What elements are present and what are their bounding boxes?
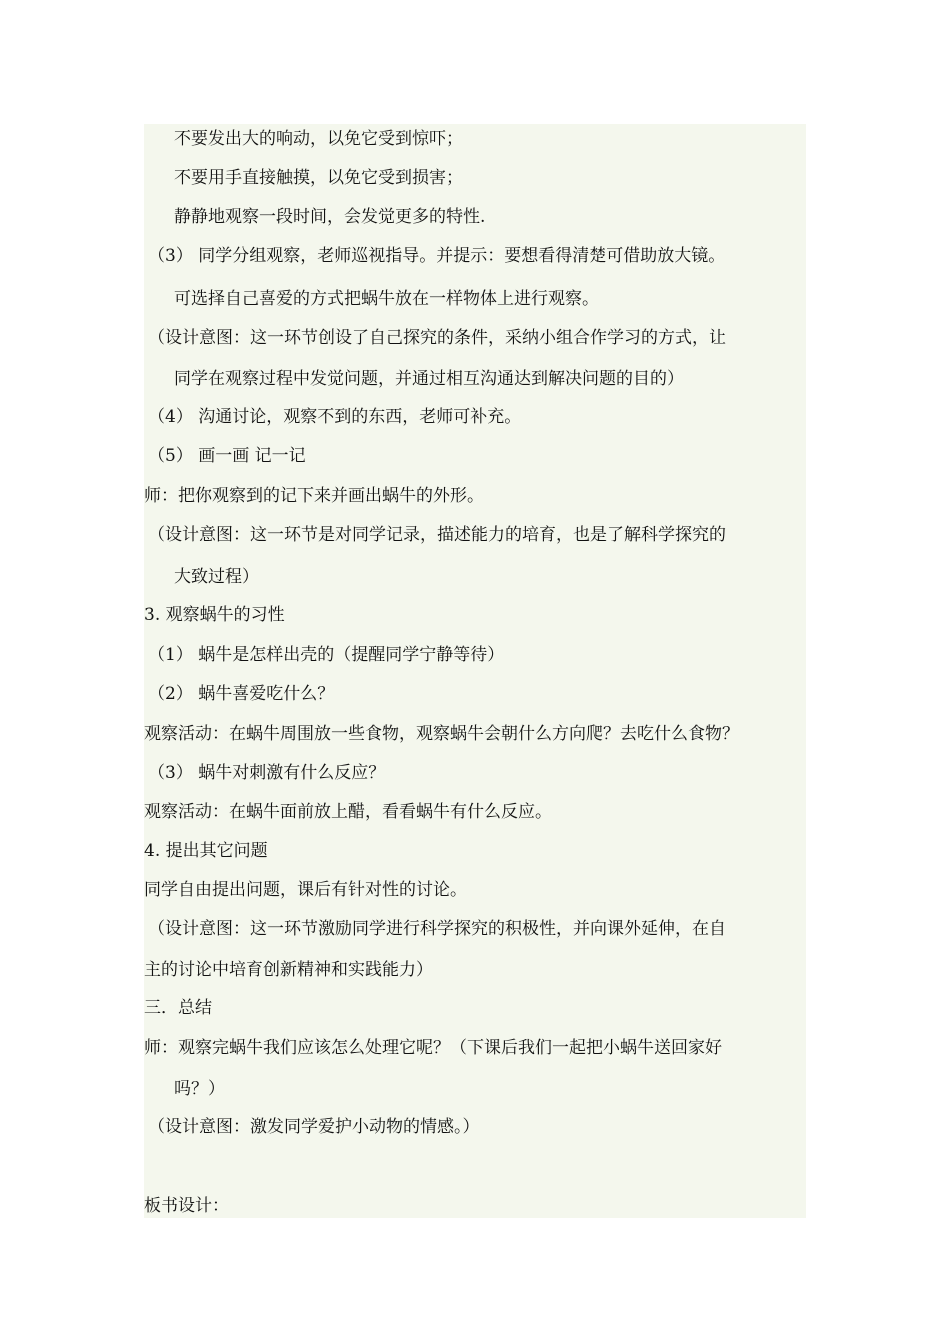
- text-line: 师：把你观察到的记下来并画出蜗牛的外形。: [144, 486, 484, 506]
- section-heading: 4. 提出其它问题: [144, 841, 268, 861]
- text-line: （设计意图：这一环节创设了自己探究的条件，采纳小组合作学习的方式，让: [148, 328, 726, 348]
- text-line: 不要用手直接触摸，以免它受到损害；: [174, 168, 463, 188]
- text-line: 主的讨论中培育创新精神和实践能力）: [144, 960, 433, 980]
- text-line: （设计意图：这一环节是对同学记录，描述能力的培育，也是了解科学探究的: [148, 525, 726, 545]
- text-line: 观察活动：在蜗牛周围放一些食物，观察蜗牛会朝什么方向爬？去吃什么食物？: [144, 724, 739, 744]
- section-heading: 三．总结: [144, 998, 212, 1018]
- text-line: 板书设计：: [144, 1196, 229, 1216]
- text-line: 吗？）: [174, 1079, 225, 1099]
- text-line: 静静地观察一段时间，会发觉更多的特性.: [174, 207, 486, 227]
- text-line: 师：观察完蜗牛我们应该怎么处理它呢？（下课后我们一起把小蜗牛送回家好: [144, 1038, 722, 1058]
- text-line: 观察活动：在蜗牛面前放上醋，看看蜗牛有什么反应。: [144, 802, 552, 822]
- text-line: 同学在观察过程中发觉问题，并通过相互沟通达到解决问题的目的）: [174, 369, 684, 389]
- section-heading: 3. 观察蜗牛的习性: [144, 605, 285, 625]
- text-line: 不要发出大的响动，以免它受到惊吓；: [174, 129, 463, 149]
- text-line: （1） 蜗牛是怎样出壳的（提醒同学宁静等待）: [148, 645, 505, 665]
- text-line: （设计意图：这一环节激励同学进行科学探究的积极性，并向课外延伸，在自: [148, 919, 726, 939]
- text-line: （4） 沟通讨论，观察不到的东西，老师可补充。: [148, 407, 522, 427]
- text-line: 可选择自己喜爱的方式把蜗牛放在一样物体上进行观察。: [174, 289, 599, 309]
- document-page: [144, 124, 806, 1218]
- text-line: （5） 画一画 记一记: [148, 446, 306, 466]
- text-line: （设计意图：激发同学爱护小动物的情感。）: [148, 1117, 480, 1137]
- text-line: 大致过程）: [174, 567, 259, 587]
- text-line: 同学自由提出问题，课后有针对性的讨论。: [144, 880, 467, 900]
- text-line: （2） 蜗牛喜爱吃什么？: [148, 684, 335, 704]
- text-line: （3） 同学分组观察，老师巡视指导。并提示：要想看得清楚可借助放大镜。: [148, 246, 726, 266]
- text-line: （3） 蜗牛对刺激有什么反应？: [148, 763, 386, 783]
